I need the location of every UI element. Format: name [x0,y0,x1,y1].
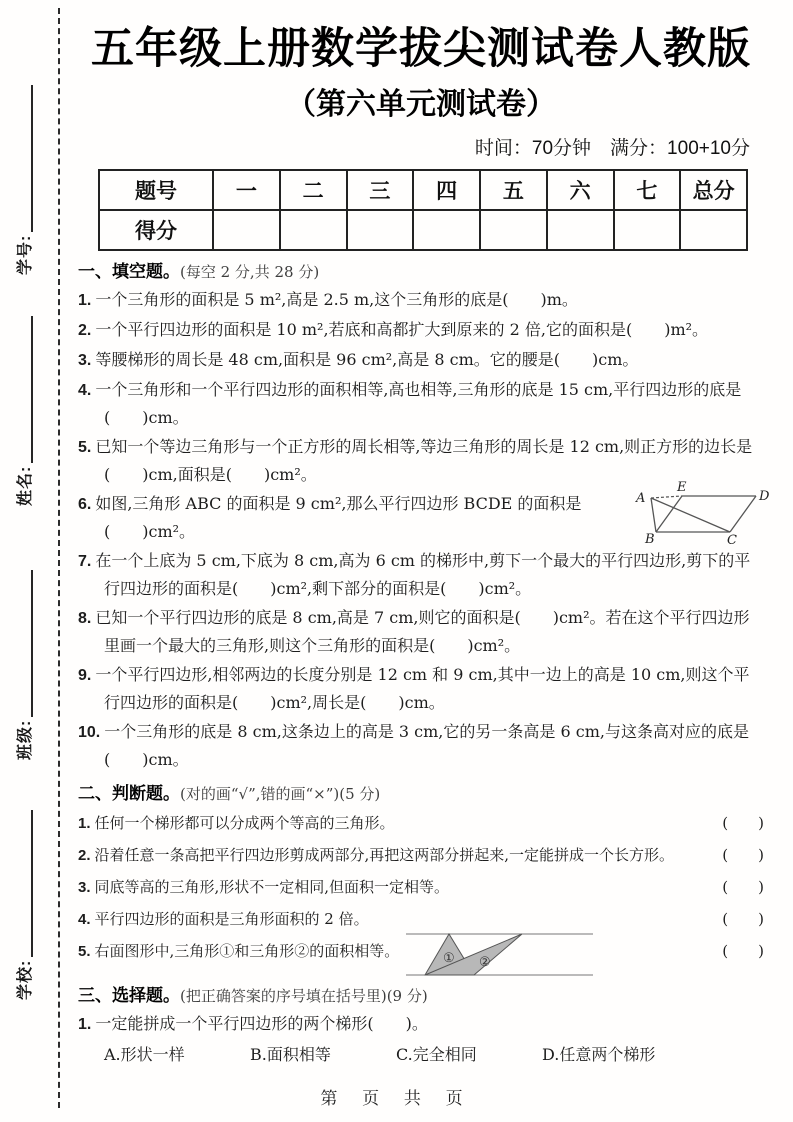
page-footer: 第 页 共 页 [320,1089,473,1108]
student-number-field [8,85,38,275]
fill-blank-question-with-figure: 6. 如图,三角形 ABC 的面积是 9 cm²,那么平行四边形 BCDE 的面积是( )cm²。 A E D B C [78,480,770,546]
choice-question: 1. 一定能拼成一个平行四边形的两个梯形( )。 [78,1014,428,1033]
student-name-field [8,316,38,506]
fill-blank-question: 3. 等腰梯形的周长是 48 cm,面积是 96 cm²,高是 8 cm。它的腰是( )cm。 [78,350,639,369]
score-table [98,169,748,251]
score-cell [347,210,414,250]
score-table-col: 四 [413,170,480,210]
fill-blank-question: 1. 一个三角形的面积是 5 m²,高是 2.5 m,这个三角形的底是( )m。 [78,290,578,309]
answer-bracket: ( ) [722,846,764,864]
score-cell [614,210,681,250]
main-content [78,0,770,1068]
fill-blank-question: 8. 已知一个平行四边形的底是 8 cm,高是 7 cm,则它的面积是( )cm²。若在这个平行四边形里画一个最大的三角形,则这个三角形的面积是( )cm²。 [78,608,750,655]
option-b: B.面积相等 [250,1045,331,1064]
section1-title: 一、填空题。 [78,262,180,281]
option-a: A.形状一样 [104,1045,185,1064]
section1-note: (每空 2 分,共 28 分) [180,263,320,281]
student-number-label: 学号: [16,234,34,275]
two-triangles-figure [405,925,595,983]
judge-question: 2. 沿着任意一条高把平行四边形剪成两部分,再把这两部分拼起来,一定能拼成一个长方形。 ( ) [78,841,764,870]
score-table-header-row [99,170,747,210]
score-table-col: 一 [213,170,280,210]
judge-question: 1. 任何一个梯形都可以分成两个等高的三角形。 ( ) [78,809,764,838]
parallelogram-figure [632,480,770,546]
judge-question: 3. 同底等高的三角形,形状不一定相同,但面积一定相等。 ( ) [78,873,764,902]
triangle-2-label: ② [479,955,491,970]
score-table-corner: 题号 [99,170,213,210]
choice-options-row [104,1042,764,1068]
fill-blank-question: 2. 一个平行四边形的面积是 10 m²,若底和高都扩大到原来的 2 倍,它的面积是( )m²。 [78,320,709,339]
fill-blank-question: 7. 在一个上底为 5 cm,下底为 8 cm,高为 6 cm 的梯形中,剪下一个最大的平行四边形,剪下的平行四边形的面积是( )cm²,剩下部分的面积是( )cm²。 [78,551,751,598]
vertex-label-A: A [636,491,646,506]
score-cell [280,210,347,250]
fill-blank-question: 9. 一个平行四边形,相邻两边的长度分别是 12 cm 和 9 cm,其中一边上的高是 10 cm,则这个平行四边形的面积是( )cm²,周长是( )cm。 [78,665,750,712]
answer-bracket: ( ) [722,878,764,896]
section2-header [78,782,764,806]
score-cell [480,210,547,250]
score-row-head: 得分 [99,210,213,250]
school-label: 学校: [16,959,34,1000]
score-table-col: 五 [480,170,547,210]
section3-title: 三、选择题。 [78,986,180,1005]
vertex-label-B: B [645,532,655,546]
time-score-info: 时间：70分钟 满分：100+10分 [474,138,750,159]
paper-title: 五年级上册数学拔尖测试卷人教版 [91,25,751,73]
judge-question: 4. 平行四边形的面积是三角形面积的 2 倍。 ( ) [78,905,764,934]
score-table-col: 七 [614,170,681,210]
section1-header [78,260,764,284]
score-cell [680,210,747,250]
fill-blank-question: 5. 已知一个等边三角形与一个正方形的周长相等,等边三角形的周长是 12 cm,则正方形的边长是( )cm,面积是( )cm²。 [78,437,753,484]
class-blank-line [13,570,34,717]
section3-note: (把正确答案的序号填在括号里)(9 分) [180,987,428,1005]
cut-dashed-line [58,8,60,1108]
score-cell [413,210,480,250]
section2-title: 二、判断题。 [78,784,180,803]
school-field [8,810,38,1000]
answer-bracket: ( ) [722,814,764,832]
judge-question-with-figure: 5. 右面图形中,三角形①和三角形②的面积相等。 ① ② ( ) [78,937,764,975]
score-cell [213,210,280,250]
score-table-col: 总分 [680,170,747,210]
fill-blank-question: 10. 一个三角形的底是 8 cm,这条边上的高是 3 cm,它的另一条高是 6 cm,与这条高对应的底是( )cm。 [78,722,749,769]
fill-blank-question: 4. 一个三角形和一个平行四边形的面积相等,高也相等,三角形的底是 15 cm,平行四边形的底是( )cm。 [78,380,742,427]
student-name-blank-line [13,316,34,463]
score-cell [547,210,614,250]
paper-subtitle: （第六单元测试卷） [286,88,556,121]
answer-bracket: ( ) [722,910,764,928]
score-table-col: 三 [347,170,414,210]
vertex-label-E: E [677,480,687,495]
section2-note: (对的画“√”,错的画“×”)(5 分) [180,785,381,803]
class-label: 班级: [16,719,34,760]
student-number-blank-line [13,85,34,232]
option-c: C.完全相同 [396,1045,477,1064]
student-name-label: 姓名: [16,465,34,506]
option-d: D.任意两个梯形 [542,1045,656,1064]
score-table-col: 二 [280,170,347,210]
vertex-label-D: D [759,489,770,504]
triangle-1-label: ① [443,951,455,966]
score-table-col: 六 [547,170,614,210]
answer-bracket: ( ) [722,942,764,960]
vertex-label-C: C [727,533,737,546]
school-blank-line [13,810,34,957]
section3-header [78,984,764,1008]
class-field [8,570,38,760]
score-table-score-row [99,210,747,250]
